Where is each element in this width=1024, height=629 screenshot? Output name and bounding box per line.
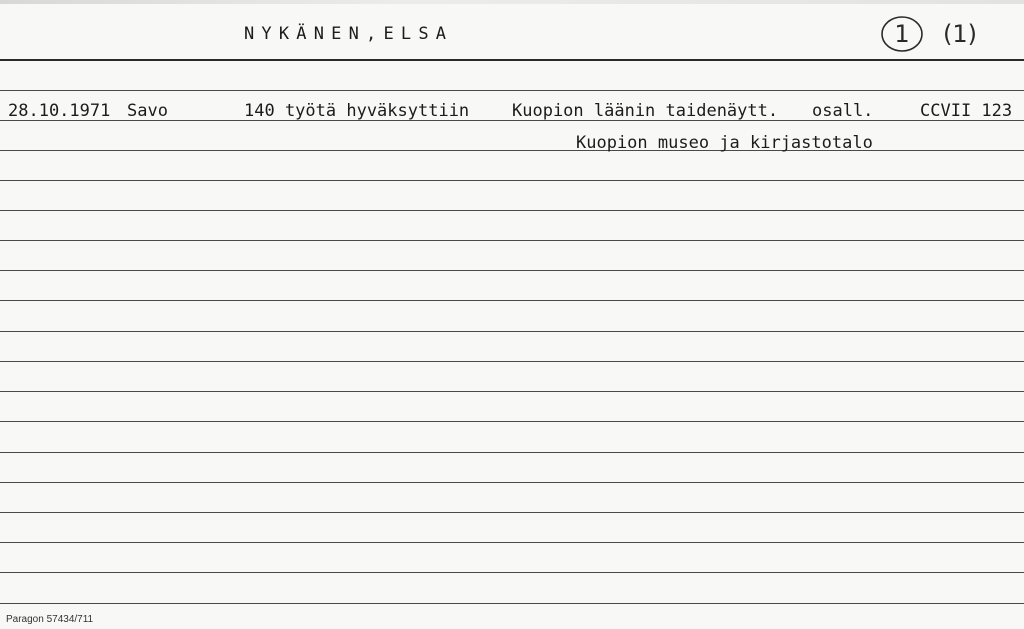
ruled-line	[0, 603, 1024, 604]
ruled-line	[0, 572, 1024, 573]
ruled-line	[0, 452, 1024, 453]
entry-role: osall.	[812, 101, 874, 121]
card-printer-mark: Paragon 57434/711	[6, 614, 94, 625]
ruled-line	[0, 240, 1024, 241]
ruled-line	[0, 361, 1024, 362]
ruled-line	[0, 270, 1024, 271]
ruled-line	[0, 542, 1024, 543]
handwritten-number	[872, 12, 1002, 54]
ruled-line	[0, 331, 1024, 332]
ruled-line	[0, 482, 1024, 483]
ruled-line	[0, 421, 1024, 422]
ruled-line	[0, 180, 1024, 181]
ruled-line	[0, 300, 1024, 301]
entry-place: Savo	[127, 101, 168, 121]
handwritten-number-parenthesized: (1)	[943, 20, 977, 48]
entry-exhibition: Kuopion läänin taidenäytt.	[512, 101, 779, 121]
ruled-line	[0, 391, 1024, 392]
entry-date: 28.10.1971	[8, 101, 111, 121]
handwritten-number-circled: 1	[894, 20, 910, 48]
artist-name: NYKÄNEN,ELSA	[244, 24, 454, 44]
card-top-edge	[0, 0, 1024, 4]
ruled-line	[0, 210, 1024, 211]
ruled-line	[0, 512, 1024, 513]
header-rule	[0, 59, 1024, 61]
entry-reference: CCVII 123	[920, 101, 1013, 121]
ruled-line	[0, 90, 1024, 91]
entry-venue: Kuopion museo ja kirjastotalo	[576, 133, 873, 153]
entry-works: 140 työtä hyväksyttiin	[244, 101, 470, 121]
